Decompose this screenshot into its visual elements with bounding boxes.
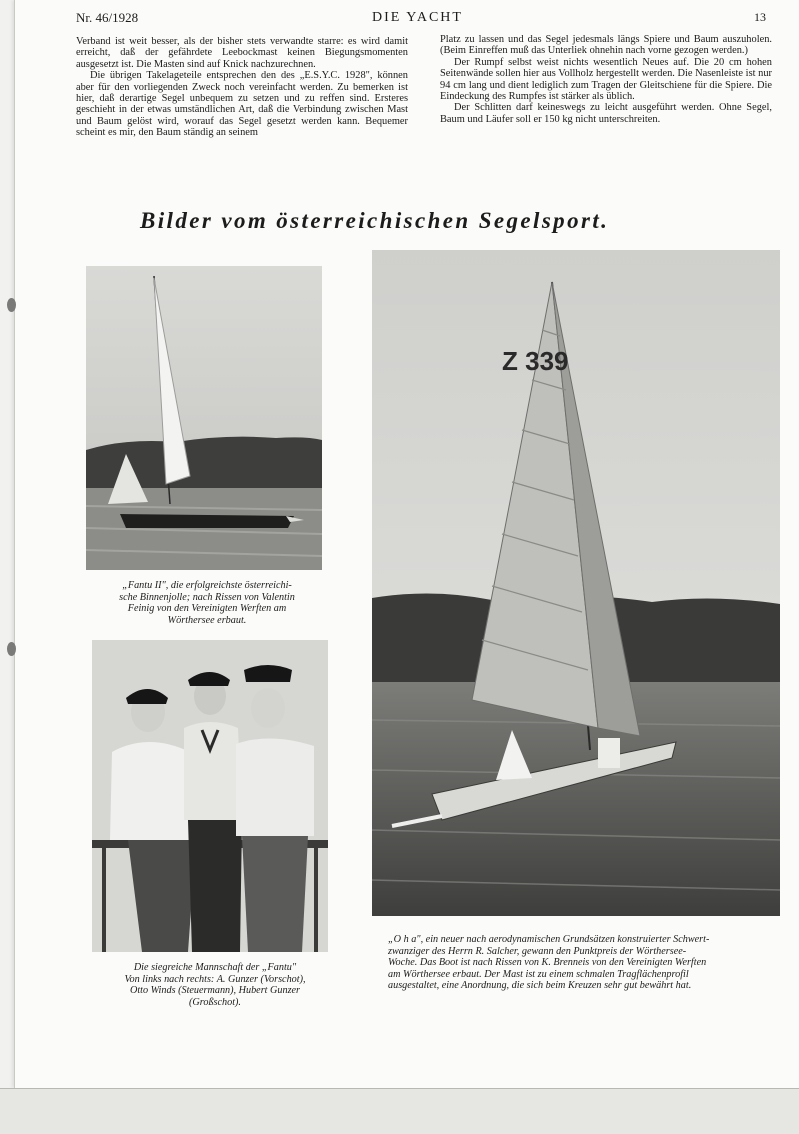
caption-line: ausgestaltet, eine Anordnung, die sich beim Kreuzen sehr gut bewährt hat. bbox=[388, 980, 692, 992]
article-right-column bbox=[440, 34, 772, 125]
caption-line: Woche. Das Boot ist nach Rissen von K. Brenneis von den Vereinigten Werften bbox=[388, 957, 707, 969]
paragraph: Platz zu lassen und das Segel jedesmals längs Spiere und Baum auszuholen. (Beim Einreffen muß das Unterliek ohnehin nach vorne gezogen werden.) bbox=[440, 34, 772, 57]
photo-oha-sailboat bbox=[372, 250, 780, 916]
caption-line: Von links nach rechts: A. Gunzer (Vorschot), bbox=[124, 973, 306, 985]
caption-line: zwanziger des Herrn R. Salcher, gewann den Punktpreis der Wörthersee- bbox=[388, 945, 687, 957]
caption-line: Feinig von den Vereinigten Werften am bbox=[127, 603, 287, 615]
section-headline: Bilder vom österreichischen Segelsport. bbox=[140, 208, 610, 233]
caption-line: (Großschot). bbox=[189, 996, 241, 1008]
caption-line: Die siegreiche Mannschaft der „Fantu" bbox=[133, 962, 297, 973]
photo-fantu-sailboat bbox=[86, 266, 322, 570]
article-left-column bbox=[76, 36, 408, 139]
caption-line: Wörthersee erbaut. bbox=[167, 614, 247, 626]
caption-line: sche Binnenjolle; nach Rissen von Valentin bbox=[119, 591, 295, 603]
caption-line: am Wörthersee erbaut. Der Mast ist zu einem schmalen Tragflächenprofil bbox=[388, 968, 689, 980]
magazine-title: DIE YACHT bbox=[372, 10, 463, 25]
sail-number: Z 339 bbox=[502, 346, 569, 376]
caption-crew bbox=[98, 962, 332, 1008]
paragraph: Verband ist weit besser, als der bisher stets verwandte starre: es wird damit erreicht, daß der gefährdete Leebockmast keinen Biegungsmomenten ausgesetzt ist. Die Masten sind auf Knick nachzurechnen. bbox=[76, 36, 408, 70]
paragraph: Die übrigen Takelageteile entsprechen den des „E.S.Y.C. 1928", können aber für den vorliegenden Zweck noch vereinfacht werden. Zu bemerken ist hier, daß derartige Segel unbequem zu setzen und zu reffen sind. Ersteres geschieht in der etwas umständlichen Art, daß die Verbindung zwischen Mast und Baum gelöst wird, worauf das Segel gesetzt werden kann. Bequemer scheint es mir, den Baum ständig an seinem bbox=[76, 70, 408, 139]
page-bottom-edge bbox=[0, 1088, 799, 1134]
paragraph: Der Rumpf selbst weist nichts wesentlich Neues auf. Die 20 cm hohen Seitenwände sollen hier aus Vollholz hergestellt werden. Die Nasenleiste ist nur 94 cm lang und dient lediglich zum Tragen der Gleitschiene für die Spiere. Die Eindeckung des Rumpfes ist stärker als üblich. bbox=[440, 56, 772, 103]
binding-hole bbox=[7, 298, 16, 312]
caption-line: Otto Winds (Steuermann), Hubert Gunzer bbox=[129, 985, 301, 997]
page-number: 13 bbox=[754, 10, 766, 24]
caption-line: „O h a", ein neuer nach aerodynamischen Grundsätzen konstruierter Schwert- bbox=[388, 934, 710, 945]
caption-oha bbox=[388, 934, 774, 992]
caption-line: „Fantu II", die erfolgreichste österreichi- bbox=[122, 580, 292, 591]
paragraph: Der Schlitten darf keineswegs zu leicht ausgeführt werden. Ohne Segel, Baum und Läufer soll er 150 kg nicht unterschreiten. bbox=[440, 102, 772, 125]
photo-crew bbox=[92, 640, 328, 952]
issue-number: Nr. 46/1928 bbox=[76, 10, 139, 25]
binding-hole bbox=[7, 642, 16, 656]
caption-fantu bbox=[88, 580, 326, 626]
